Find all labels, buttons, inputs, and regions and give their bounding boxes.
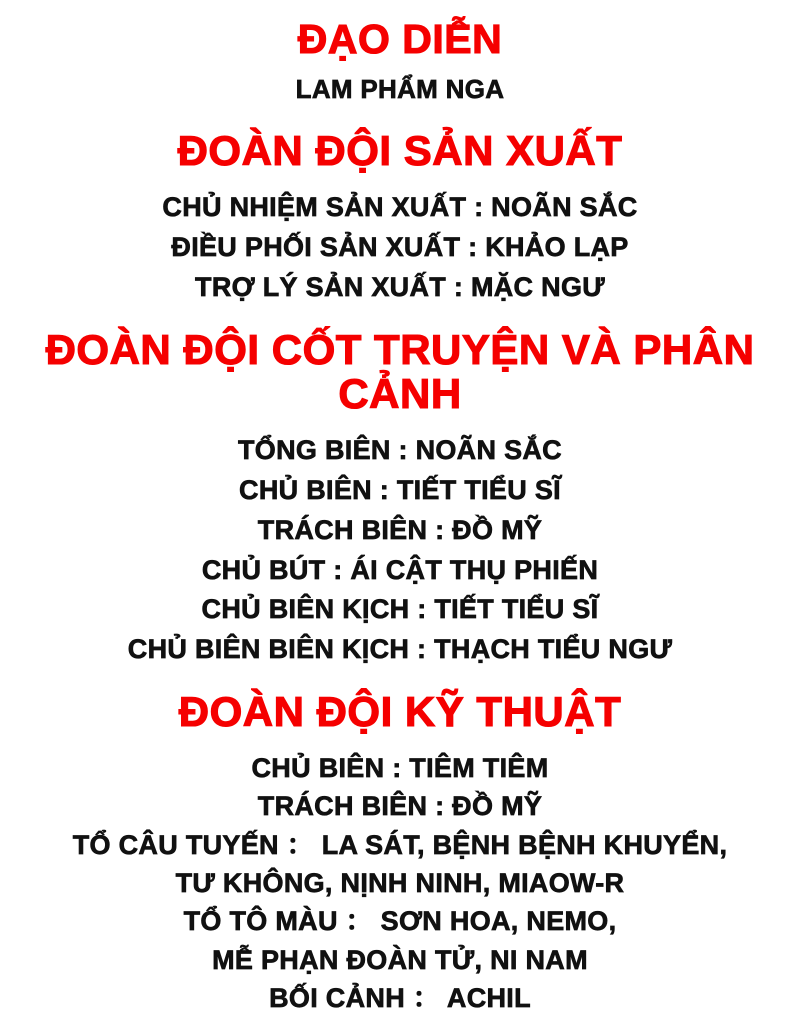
- credit-line: ĐIỀU PHỐI SẢN XUẤT : KHẢO LẠP: [171, 231, 629, 262]
- credit-line: CHỦ BIÊN KỊCH : TIẾT TIỂU SĨ: [201, 594, 599, 625]
- section-technical-team: [0, 690, 800, 1017]
- section-heading-production: ĐOÀN ĐỘI SẢN XUẤT: [177, 127, 623, 175]
- credit-line: TỔNG BIÊN : NOÃN SẮC: [237, 434, 562, 465]
- section-heading-director: ĐẠO DIỄN: [297, 16, 503, 62]
- credit-line: CHỦ NHIỆM SẢN XUẤT : NOÃN SẮC: [162, 191, 638, 222]
- credit-line: TRÁCH BIÊN : ĐỒ MỸ: [257, 514, 543, 545]
- credit-line: BỐI CẢNH ： ACHIL: [269, 982, 531, 1013]
- section-production-team: [0, 129, 800, 307]
- credit-line: CHỦ BIÊN : TIẾT TIỂU SĨ: [239, 474, 561, 505]
- credit-line: CHỦ BIÊN : TIÊM TIÊM: [251, 752, 549, 783]
- section-director: [0, 18, 800, 107]
- credit-line: TỔ CÂU TUYẾN ： LA SÁT, BỆNH BỆNH KHUYỂN,: [72, 829, 728, 860]
- section-heading-technical: ĐOÀN ĐỘI KỸ THUẬT: [178, 688, 622, 736]
- credit-line: LAM PHẨM NGA: [295, 74, 505, 105]
- credit-line: MỄ PHẠN ĐOÀN TỬ, NI NAM: [212, 944, 588, 975]
- credit-line: TỔ TÔ MÀU ： SƠN HOA, NEMO,: [183, 906, 617, 937]
- credit-line: TƯ KHÔNG, NỊNH NINH, MIAOW-R: [175, 867, 625, 898]
- credit-line: CHỦ BÚT : ÁI CẬT THỤ PHIẾN: [201, 554, 599, 585]
- section-heading-story: ĐOÀN ĐỘI CỐT TRUYỆN VÀ PHÂN CẢNH: [45, 325, 755, 418]
- section-story-storyboard-team: [0, 325, 800, 671]
- credit-line: TRỢ LÝ SẢN XUẤT : MẶC NGƯ: [195, 271, 605, 302]
- credit-line: CHỦ BIÊN BIÊN KỊCH : THẠCH TIỂU NGƯ: [127, 634, 673, 665]
- credit-line: TRÁCH BIÊN : ĐỒ MỸ: [257, 791, 543, 822]
